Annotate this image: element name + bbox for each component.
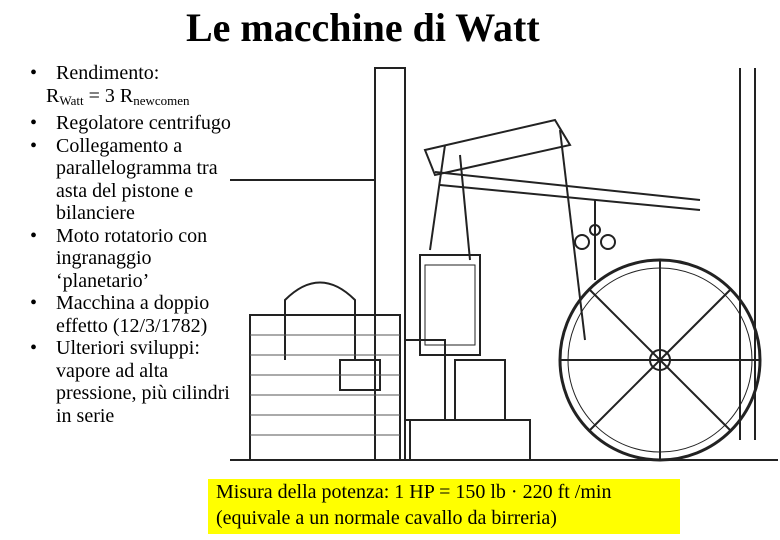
bullet-dot: • — [30, 62, 38, 84]
bullet-rendimento: • Rendimento: $R_{Watt} = 3$ $R_{newcomen}$ — [28, 62, 243, 112]
bullet-sviluppi: • Ulteriori sviluppi: vapore ad alta pressione, più cilindri in serie — [30, 337, 230, 427]
bullet-dot: • — [30, 224, 38, 247]
watt-engine-engraving — [230, 60, 778, 532]
bullet-dot: • — [30, 112, 38, 134]
bullet-dot: • — [30, 292, 38, 314]
efficiency-formula: $R_{Watt} = 3$ $R_{newcomen}$ — [46, 84, 190, 108]
bullet-moto-rotatorio: • Moto rotatorio con ingranaggio ‘planetario’ — [30, 224, 208, 292]
text-backdrop — [26, 460, 211, 532]
bullet-doppio-effetto: • Macchina a doppio effetto (12/3/1782) — [30, 292, 210, 337]
bullet-dot: • — [30, 337, 38, 359]
bullet-dot: • — [30, 134, 38, 157]
power-measure-note: Misura della potenza: 1 HP = 150 lb · 220 ft /min (equivale a un normale cavallo da birreria) — [208, 479, 680, 534]
bullet-list — [28, 62, 243, 427]
bullet-regolatore: • Regolatore centrifugo — [30, 112, 231, 134]
slide-title: Le macchine di Watt — [186, 5, 540, 50]
bullet-parallelogramma: • Collegamento a parallelogramma tra asta del pistone e bilanciere — [30, 134, 218, 224]
